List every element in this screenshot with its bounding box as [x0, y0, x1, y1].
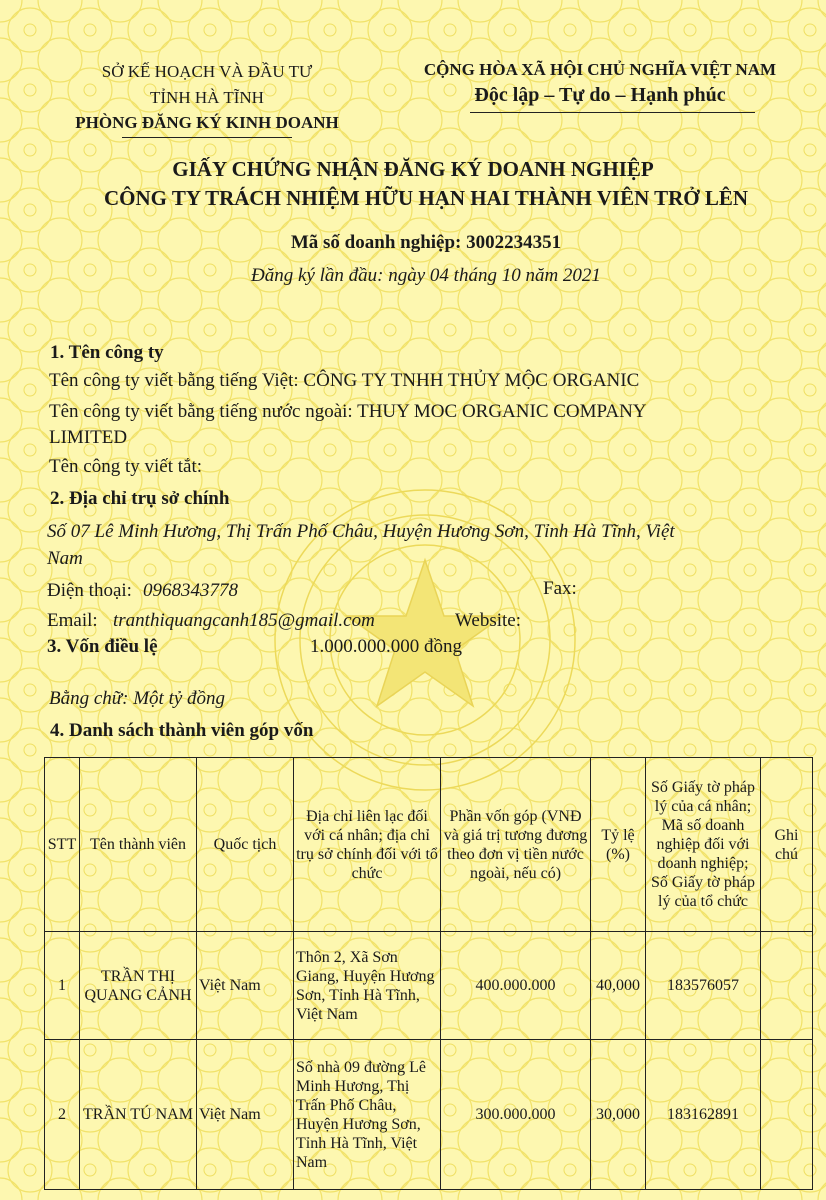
agency-line1: SỞ KẾ HOẠCH VÀ ĐẦU TƯ — [101, 62, 313, 81]
charter-capital-in-words: Bằng chữ: Một tỷ đồng — [49, 688, 226, 709]
table-header-row — [45, 758, 813, 932]
phone-label: Điện thoại: — [47, 580, 132, 601]
website-label: Website: — [455, 610, 522, 631]
head-office-address-cont: Nam — [47, 548, 83, 569]
company-name-foreign: Tên công ty viết bằng tiếng nước ngoài: THUY MOC ORGANIC COMPANY — [49, 401, 647, 422]
column-header-note: Ghi chú — [761, 758, 813, 932]
company-type-title: CÔNG TY TRÁCH NHIỆM HỮU HẠN HAI THÀNH VIÊN TRỞ LÊN — [103, 186, 749, 210]
country-name: CỘNG HÒA XÃ HỘI CHỦ NGHĨA VIỆT NAM — [423, 60, 777, 79]
cell-legal-doc: 183576057 — [646, 932, 761, 1040]
cell-address: Thôn 2, Xã Sơn Giang, Huyện Hương Sơn, Tỉnh Hà Tĩnh, Việt Nam — [294, 932, 441, 1040]
head-office-address: Số 07 Lê Minh Hương, Thị Trấn Phố Châu, Huyện Hương Sơn, Tỉnh Hà Tĩnh, Việt — [47, 521, 675, 542]
company-name-vietnamese: Tên công ty viết bằng tiếng Việt: CÔNG TY TNHH THỦY MỘC ORGANIC — [49, 370, 640, 391]
cell-ratio: 30,000 — [591, 1040, 646, 1190]
cell-legal-doc: 183162891 — [646, 1040, 761, 1190]
cell-stt: 1 — [45, 932, 80, 1040]
column-header-legal-doc: Số Giấy tờ pháp lý của cá nhân; Mã số doanh nghiệp đối với doanh nghiệp; Số Giấy tờ pháp lý của tổ chức — [646, 758, 761, 932]
fax-label: Fax: — [543, 578, 577, 599]
cell-capital: 300.000.000 — [441, 1040, 591, 1190]
cell-address: Số nhà 09 đường Lê Minh Hương, Thị Trấn Phố Châu, Huyện Hương Sơn, Tỉnh Hà Tĩnh, Việt Nam — [294, 1040, 441, 1190]
table-row — [45, 932, 813, 1040]
members-table — [44, 757, 813, 1190]
first-registration-date: Đăng ký lần đầu: ngày 04 tháng 10 năm 2021 — [251, 265, 601, 286]
column-header-member-name: Tên thành viên — [80, 758, 197, 932]
agency-underline — [122, 137, 292, 138]
section1-heading: 1. Tên công ty — [50, 342, 164, 363]
cell-nationality: Việt Nam — [197, 932, 294, 1040]
country-motto: Độc lập – Tự do – Hạnh phúc — [474, 84, 726, 106]
charter-capital-amount: 1.000.000.000 đồng — [310, 636, 462, 657]
cell-ratio: 40,000 — [591, 932, 646, 1040]
column-header-ratio: Tỷ lệ (%) — [591, 758, 646, 932]
column-header-address: Địa chỉ liên lạc đối với cá nhân; địa chỉ trụ sở chính đối với tổ chức — [294, 758, 441, 932]
cell-capital: 400.000.000 — [441, 932, 591, 1040]
company-name-foreign-cont: LIMITED — [49, 427, 128, 448]
phone-value: 0968343778 — [143, 580, 238, 601]
cell-member-name: TRẦN THỊ QUANG CẢNH — [80, 932, 197, 1040]
column-header-stt: STT — [45, 758, 80, 932]
section2-heading: 2. Địa chỉ trụ sở chính — [50, 488, 230, 509]
agency-line2: TỈNH HÀ TĨNH — [150, 88, 264, 107]
company-short-name: Tên công ty viết tắt: — [49, 456, 203, 477]
email-label: Email: — [47, 610, 98, 631]
cell-note — [761, 932, 813, 1040]
agency-line3: PHÒNG ĐĂNG KÝ KINH DOANH — [75, 113, 339, 132]
enterprise-code: Mã số doanh nghiệp: 3002234351 — [290, 232, 562, 253]
column-header-nationality: Quốc tịch — [197, 758, 294, 932]
email-value: tranthiquangcanh185@gmail.com — [113, 610, 375, 631]
cell-nationality: Việt Nam — [197, 1040, 294, 1190]
cell-stt: 2 — [45, 1040, 80, 1190]
cell-note — [761, 1040, 813, 1190]
motto-underline — [470, 112, 755, 113]
section4-heading: 4. Danh sách thành viên góp vốn — [50, 720, 314, 741]
column-header-capital: Phần vốn góp (VNĐ và giá trị tương đương theo đơn vị tiền nước ngoài, nếu có) — [441, 758, 591, 932]
section3-heading: 3. Vốn điều lệ — [47, 636, 158, 657]
table-row — [45, 1040, 813, 1190]
certificate-title: GIẤY CHỨNG NHẬN ĐĂNG KÝ DOANH NGHIỆP — [172, 157, 654, 181]
cell-member-name: TRẦN TÚ NAM — [80, 1040, 197, 1190]
